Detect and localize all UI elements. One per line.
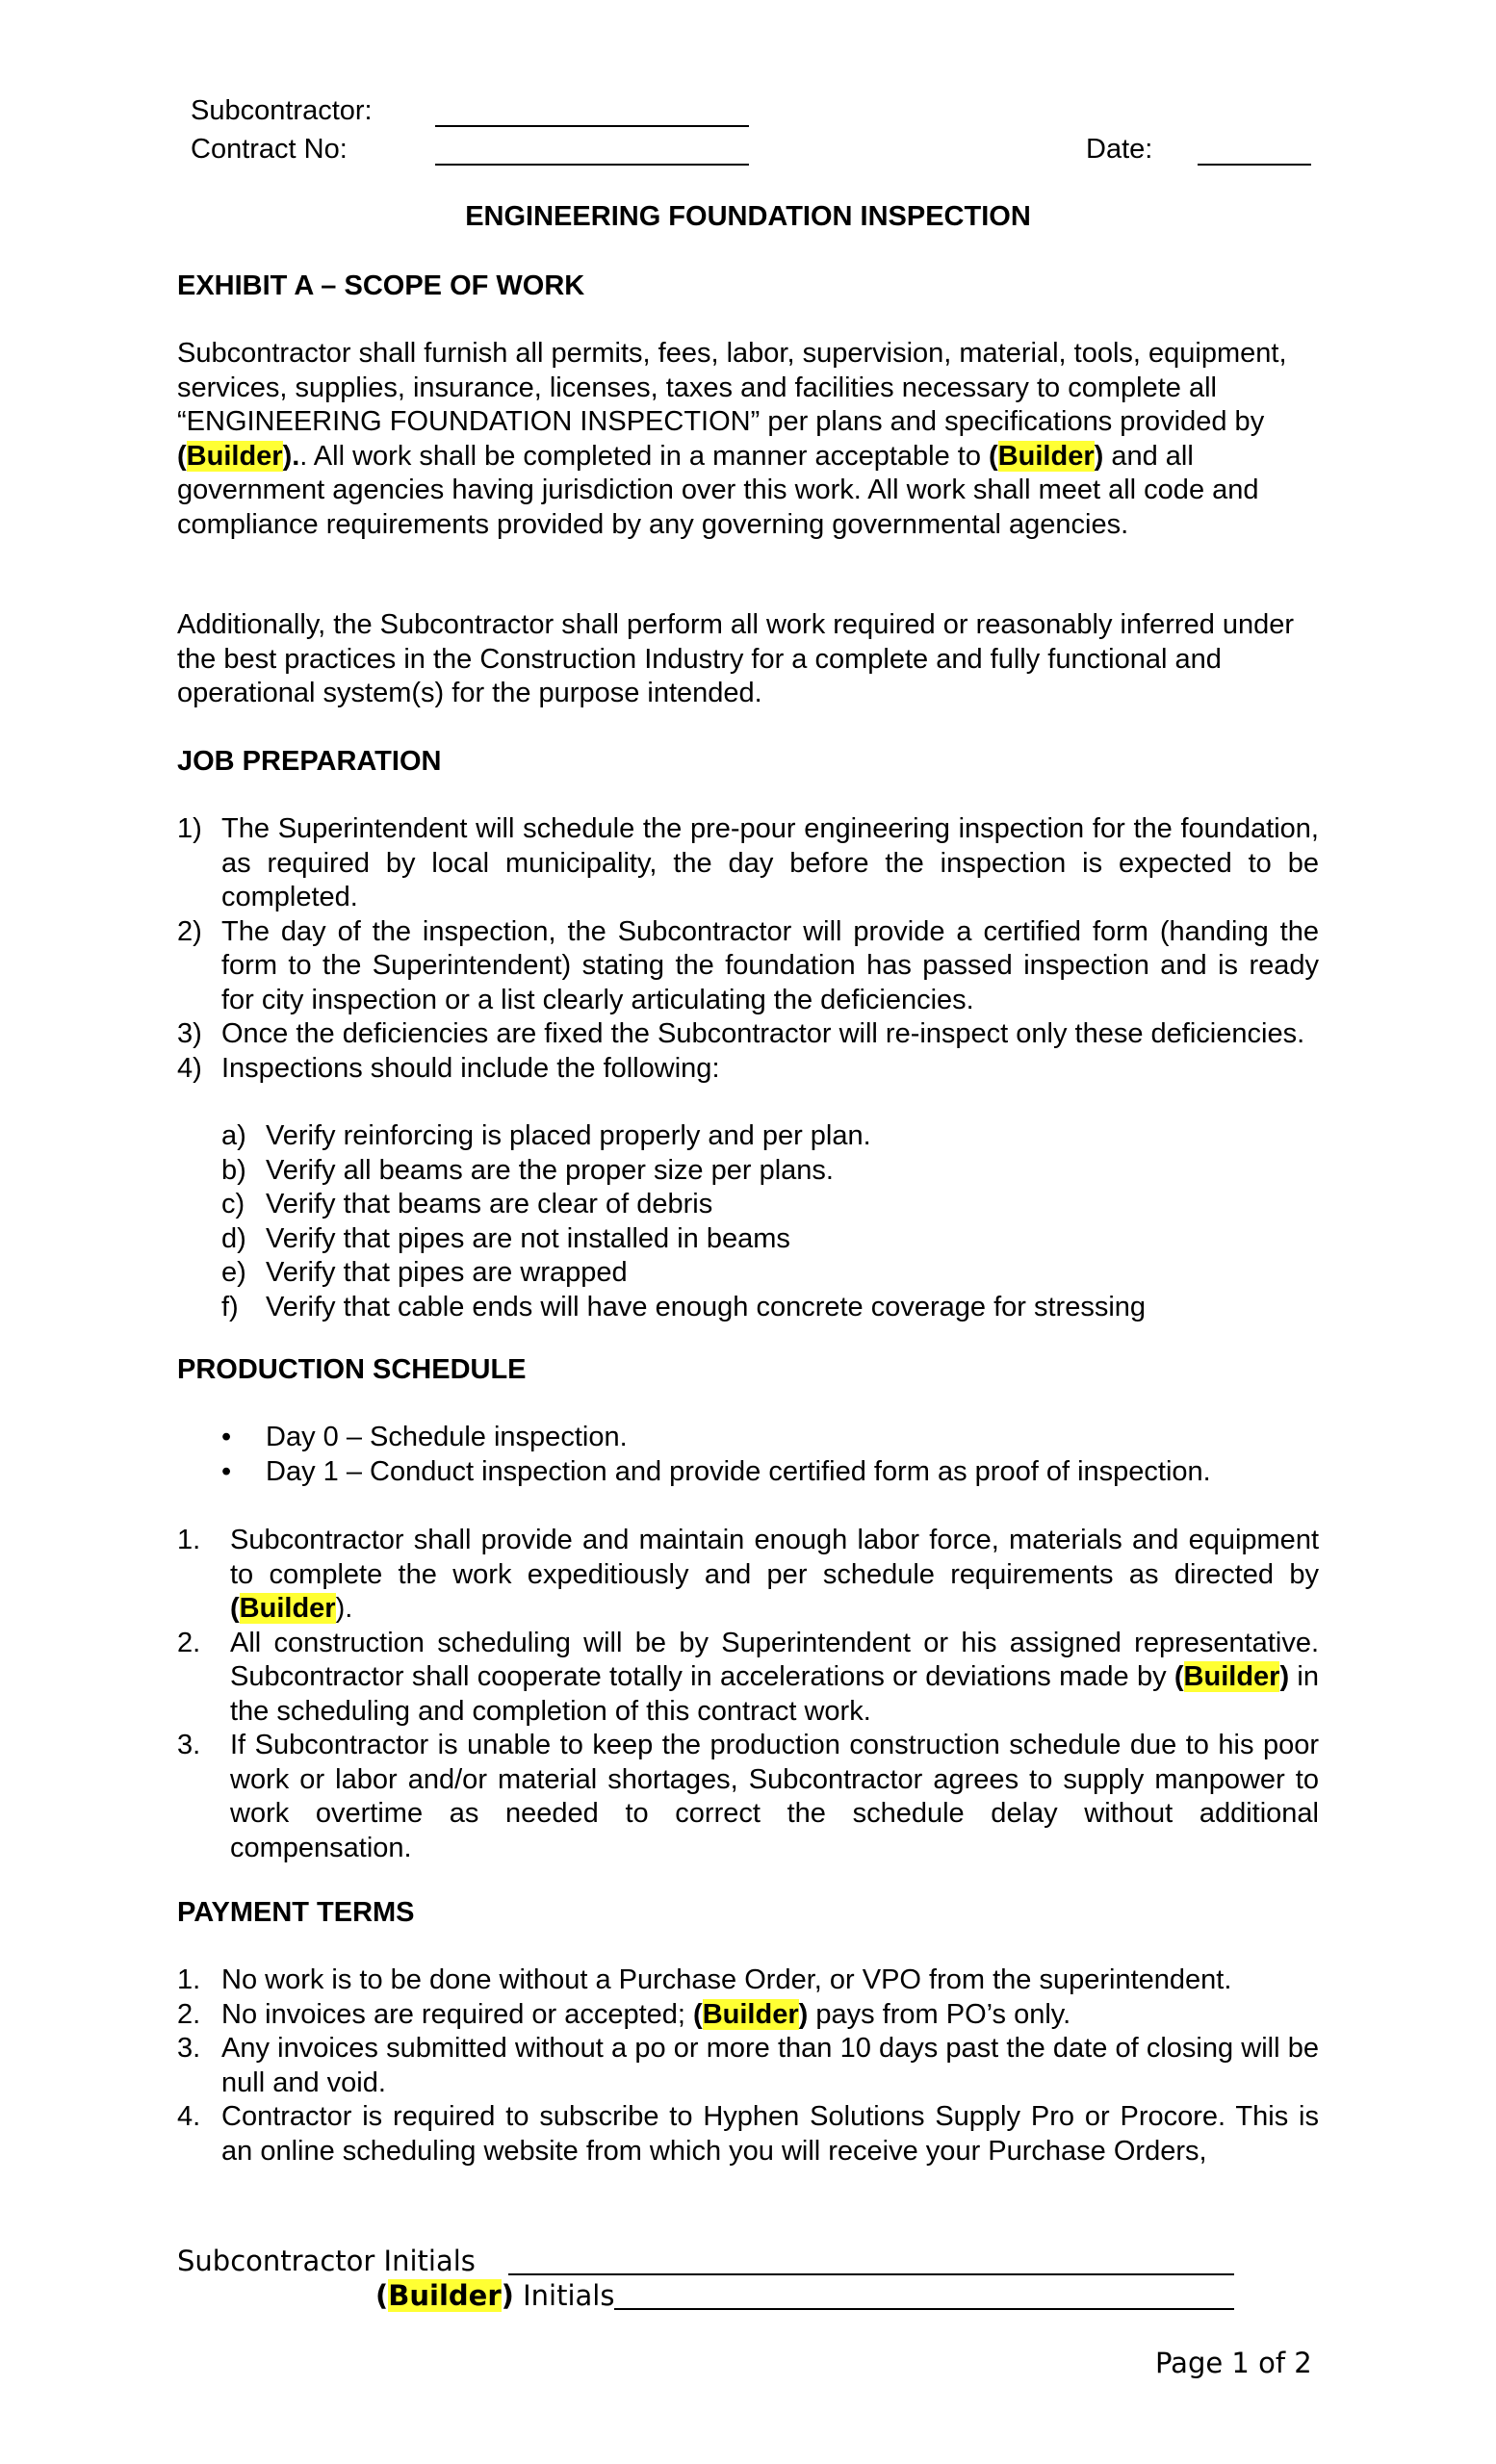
subcontractor-initials-field[interactable]: [508, 2273, 1234, 2275]
list-item: 1) The Superintendent will schedule the pre-pour engineering inspection for the foundation, as required by local municipality, the day before the inspection is expected to be completed.: [177, 813, 1319, 912]
scope-paragraph: Subcontractor shall furnish all permits, fees, labor, supervision, material, tools, equipment, services, supplies, insurance, licenses, taxes and facilities necessary to complete all “ENGINEERING FOUNDATION INSPECTION” per plans and specifications provided by (Builder).. All work shall be completed in a manner acceptable to (Builder) and all government agencies having jurisdiction over this work. All work shall meet all code and compliance requirements provided by any governing governmental agencies.: [177, 338, 1287, 540]
production-list: [177, 1524, 1319, 1865]
builder-highlight: Builder: [702, 1998, 799, 2030]
page-title: ENGINEERING FOUNDATION INSPECTION: [465, 201, 1031, 232]
builder-highlight: Builder: [997, 440, 1095, 472]
list-item: c) Verify that beams are clear of debris: [221, 1189, 713, 1219]
bullet-icon: •: [221, 1455, 232, 1487]
job-preparation-heading: JOB PREPARATION: [177, 746, 442, 777]
builder-highlight: Builder: [1183, 1661, 1280, 1692]
builder-highlight: Builder: [388, 2279, 502, 2312]
list-item: 2. All construction scheduling will be by Superintendent or his assigned representative. Subcontractor shall cooperate totally in accelerations or deviations made by (Builder) in the scheduling and completion of this contract work.: [177, 1627, 1319, 1727]
exhibit-heading: EXHIBIT A – SCOPE OF WORK: [177, 270, 585, 301]
list-item: a) Verify reinforcing is placed properly and per plan.: [221, 1120, 871, 1151]
list-item: d) Verify that pipes are not installed in beams: [221, 1222, 790, 1254]
list-item: 1. Subcontractor shall provide and maintain enough labor force, materials and equipment to complete the work expeditiously and per schedule requirements as directed by (Builder).: [177, 1525, 1319, 1624]
list-item: 1. No work is to be done without a Purchase Order, or VPO from the superintendent.: [177, 1964, 1232, 1995]
subcontractor-initials-label: Subcontractor Initials: [177, 2245, 476, 2277]
page-number: Page 1 of 2: [1155, 2347, 1312, 2379]
builder-highlight: Builder: [186, 440, 283, 472]
list-item: e) Verify that pipes are wrapped: [221, 1257, 628, 1288]
list-item: 4. Contractor is required to subscribe to Hyphen Solutions Supply Pro or Procore. This is an online scheduling website from which you will receive your Purchase Orders,: [177, 2101, 1319, 2167]
list-item: 4) Inspections should include the following:: [177, 1052, 720, 1084]
date-label: Date:: [1086, 134, 1153, 165]
builder-highlight: Builder: [239, 1593, 336, 1624]
list-item: b) Verify all beams are the proper size per plans.: [221, 1154, 834, 1186]
list-item: • Day 0 – Schedule inspection.: [221, 1421, 1211, 1455]
list-item: • Day 1 – Conduct inspection and provide certified form as proof of inspection.: [221, 1455, 1211, 1490]
production-schedule-heading: PRODUCTION SCHEDULE: [177, 1354, 527, 1385]
list-item: 3. Any invoices submitted without a po or more than 10 days past the date of closing will be null and void.: [177, 2033, 1319, 2098]
date-field[interactable]: [1198, 164, 1311, 166]
job-preparation-list: [177, 812, 1319, 1086]
inspection-checklist: [221, 1119, 1146, 1324]
additional-paragraph: Additionally, the Subcontractor shall perform all work required or reasonably inferred under the best practices in the Construction Industry for a complete and fully functional and operational system(s) for the purpose intended.: [177, 609, 1295, 708]
builder-initials-label: (Builder) Initials: [375, 2279, 615, 2312]
list-item: 3) Once the deficiencies are fixed the Subcontractor will re-inspect only these deficiencies.: [177, 1018, 1305, 1049]
payment-list: [177, 1964, 1319, 2169]
list-item: 2) The day of the inspection, the Subcontractor will provide a certified form (handing the form to the Superintendent) stating the foundation has passed inspection and is ready for city inspection or a list clearly articulating the deficiencies.: [177, 915, 1319, 1015]
contract-label: Contract No:: [191, 134, 348, 165]
list-item: 2. No invoices are required or accepted; (Builder) pays from PO’s only.: [177, 1998, 1071, 2030]
payment-terms-heading: PAYMENT TERMS: [177, 1897, 415, 1928]
list-item: f) Verify that cable ends will have enough concrete coverage for stressing: [221, 1291, 1147, 1322]
schedule-bullets: [221, 1421, 1211, 1489]
bullet-icon: •: [221, 1422, 232, 1452]
contract-field[interactable]: [435, 164, 749, 166]
builder-initials-field[interactable]: [614, 2308, 1234, 2310]
subcontractor-label: Subcontractor:: [191, 95, 373, 126]
subcontractor-field[interactable]: [435, 125, 749, 127]
list-item: 3. If Subcontractor is unable to keep the production construction schedule due to his poor work or labor and/or material shortages, Subcontractor agrees to supply manpower to work overtime as needed to correct the schedule delay without additional compensation.: [177, 1730, 1319, 1863]
